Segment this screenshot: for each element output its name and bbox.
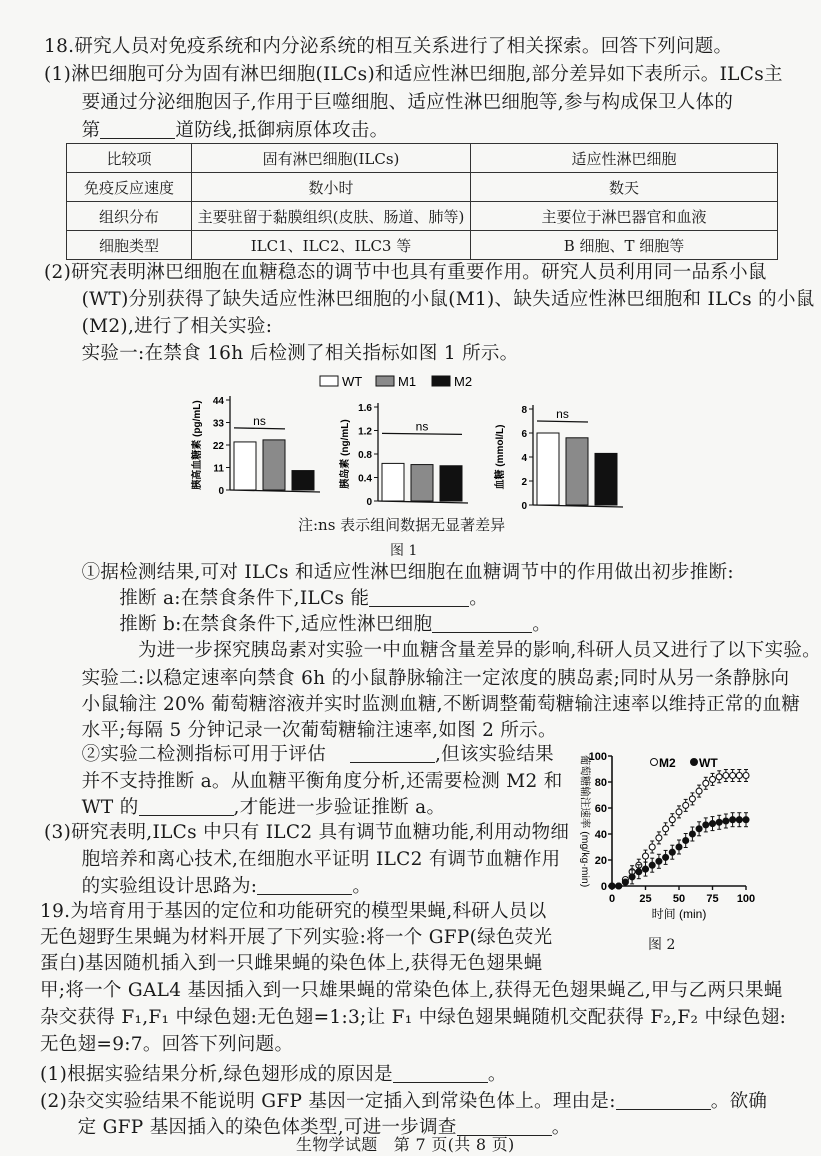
text-line: (1)淋巴细胞可分为固有淋巴细胞(ILCs)和适应性淋巴细胞,部分差异如下表所示。ILCs主 [44, 64, 783, 85]
legend-label-m1: M1 [398, 374, 417, 389]
data-point-wt [716, 819, 722, 825]
page-footer: 生物学试题 第 7 页(共 8 页) [296, 1135, 515, 1154]
figure-1-note: 注:ns 表示组间数据无显著差异 [298, 516, 506, 534]
data-point-m2 [669, 817, 675, 823]
text-line: ,但该实验结果 [350, 740, 554, 766]
table-header: 比较项 [67, 144, 192, 173]
text-line: (M2),进行了相关实验: [44, 316, 273, 337]
bar-m1 [566, 438, 588, 505]
y-tick-label: 11 [213, 463, 224, 475]
text-line: 无色翅=9:7。回答下列问题。 [40, 1034, 294, 1055]
text-line: 蛋白)基因随机插入到一只雌果蝇的染色体上,获得无色翅果蝇 [40, 953, 543, 974]
bar-wt [537, 433, 559, 505]
legend-swatch-m1 [376, 376, 394, 386]
ns-bracket [537, 421, 588, 422]
x-axis-label: 时间 (min) [651, 907, 707, 921]
data-point-wt [656, 858, 662, 864]
legend-label-wt: WT [699, 756, 718, 770]
text-line: 18.研究人员对免疫系统和内分泌系统的相互关系进行了相关探索。回答下列问题。 [44, 36, 733, 57]
answer-blank[interactable] [139, 797, 234, 817]
data-point-wt [723, 818, 729, 824]
bar-wt [234, 442, 256, 490]
data-point-m2 [656, 835, 662, 841]
text-line: 实验一:在禁食 16h 后检测了相关指标如图 1 所示。 [44, 343, 519, 364]
table-cell: B 细胞、T 细胞等 [471, 231, 778, 260]
table-row [67, 173, 778, 202]
table-header-row [67, 144, 778, 173]
figure-1-bar-charts [180, 370, 600, 520]
x-tick-label: 0 [608, 893, 616, 905]
data-point-wt [643, 866, 649, 872]
y-tick-label: 40 [594, 829, 607, 841]
data-point-m2 [743, 773, 749, 779]
ns-bracket [234, 428, 285, 429]
data-point-wt [696, 826, 702, 832]
data-point-m2 [683, 802, 689, 808]
answer-blank[interactable] [369, 588, 469, 608]
data-point-wt [636, 869, 642, 875]
text-line: 并不支持推断 a。从血糖平衡角度分析,还需要检测 M2 和 [44, 771, 563, 792]
y-tick-label: 0 [521, 501, 527, 512]
data-point-wt [629, 874, 635, 880]
ns-bracket [382, 433, 462, 434]
data-point-wt [622, 879, 628, 885]
text-line: 为进一步探究胰岛素对实验一中血糖含量差异的影响,科研人员又进行了以下实验。 [44, 640, 821, 661]
text-line: 第 道防线,抵御病原体攻击。 [44, 120, 389, 141]
x-tick-label: 100 [736, 893, 756, 905]
table-cell: ILC1、ILC2、ILC3 等 [192, 231, 471, 260]
data-point-wt [669, 849, 675, 855]
legend-marker-m2 [651, 759, 658, 766]
table-row [67, 202, 778, 231]
y-tick-label: 0.4 [358, 473, 372, 485]
answer-blank[interactable] [350, 744, 435, 764]
text-line: 实验二:以稳定速率向禁食 6h 的小鼠静脉输注一定浓度的胰岛素;同时从另一条静脉向 [44, 668, 790, 689]
legend-label-m2: M2 [659, 756, 676, 770]
bar-m2 [595, 453, 617, 505]
ns-label: ns [556, 407, 569, 421]
y-axis-label: 胰高血糖素 (pg/mL) [192, 400, 203, 490]
lymphocyte-comparison-table [66, 143, 778, 260]
y-axis-label: 葡萄糖输注速率 (mg/kg·min) [579, 754, 591, 888]
y-tick-label: 60 [594, 803, 607, 815]
legend-label-m2: M2 [454, 374, 473, 389]
y-tick-label: 0.8 [358, 450, 372, 461]
bar-m1 [263, 440, 285, 490]
text-line: WT 的 ,才能进一步验证推断 a。 [44, 797, 446, 818]
table-header: 固有淋巴细胞(ILCs) [192, 144, 471, 173]
answer-blank[interactable] [432, 614, 532, 634]
text-line: 小鼠输注 20% 葡萄糖溶液并实时监测血糖,不断调整葡萄糖输注速率以维持正常的血糖 [44, 694, 801, 715]
bar-m1 [411, 465, 433, 501]
y-tick-label: 100 [588, 751, 607, 763]
data-point-m2 [676, 809, 682, 815]
y-tick-label: 22 [212, 441, 224, 452]
data-point-m2 [723, 773, 729, 779]
data-point-m2 [663, 826, 669, 832]
data-point-wt [703, 822, 709, 828]
legend-marker-wt [691, 759, 698, 766]
text-line: 杂交获得 F₁,F₁ 中绿色翅:无色翅=1:3;让 F₁ 中绿色翅果蝇随机交配获得 F₂,F₂ 中绿色翅: [40, 1007, 787, 1028]
data-point-wt [736, 817, 742, 823]
table-cell: 免疫反应速度 [67, 173, 192, 202]
answer-blank[interactable] [393, 1064, 488, 1084]
table-cell: 主要位于淋巴器官和血液 [471, 202, 778, 231]
table-header: 适应性淋巴细胞 [471, 144, 778, 173]
data-point-wt [710, 821, 716, 827]
text-line: (2)杂交实验结果不能说明 GFP 基因一定插入到常染色体上。理由是: 。欲确 [40, 1091, 768, 1112]
text-line: 定 GFP 基因插入的染色体类型,可进一步调查 。 [40, 1117, 571, 1138]
figure-2-line-chart [570, 740, 790, 921]
data-point-m2 [703, 780, 709, 786]
table-cell: 细胞类型 [67, 231, 192, 260]
ns-label: ns [415, 419, 429, 434]
data-point-wt [676, 844, 682, 850]
data-point-m2 [730, 773, 736, 779]
data-point-m2 [716, 774, 722, 780]
text-line: 推断 b:在禁食条件下,适应性淋巴细胞 。 [44, 614, 552, 635]
text-line: ①据检测结果,可对 ILCs 和适应性淋巴细胞在血糖调节中的作用做出初步推断: [44, 562, 734, 583]
table-cell: 数小时 [192, 173, 471, 202]
text-line: 水平;每隔 5 分钟记录一次葡萄糖输注速率,如图 2 所示。 [44, 720, 557, 741]
x-tick-label: 50 [672, 893, 686, 905]
y-tick-label: 8 [521, 405, 527, 416]
y-tick-label: 2 [521, 477, 527, 488]
legend-swatch-m2 [432, 376, 450, 386]
text-line: (WT)分别获得了缺失适应性淋巴细胞的小鼠(M1)、缺失适应性淋巴细胞和 ILCs 的小鼠 [44, 289, 815, 310]
data-point-m2 [710, 776, 716, 782]
text-line: (2)研究表明淋巴细胞在血糖稳态的调节中也具有重要作用。研究人员利用同一品系小鼠 [44, 262, 767, 283]
table-cell: 数天 [471, 173, 778, 202]
data-point-m2 [689, 796, 695, 802]
data-point-m2 [649, 844, 655, 850]
data-point-m2 [643, 853, 649, 859]
y-tick-label: 0 [366, 497, 372, 508]
data-point-wt [683, 838, 689, 844]
data-point-wt [730, 817, 736, 823]
legend-swatch-wt [320, 376, 338, 386]
text-line: (3)研究表明,ILCs 中只有 ILC2 具有调节血糖功能,利用动物细 [44, 822, 570, 843]
ns-label: ns [253, 413, 266, 428]
data-point-wt [689, 831, 695, 837]
text-line: 胞培养和离心技术,在细胞水平证明 ILC2 有调节血糖作用 [44, 849, 561, 870]
legend-label-wt: WT [342, 374, 363, 389]
data-point-m2 [736, 773, 742, 779]
text-line: 19.为培育用于基因的定位和功能研究的模型果蝇,科研人员以 [40, 901, 547, 922]
y-tick-label: 0 [218, 486, 224, 497]
answer-blank[interactable] [257, 876, 352, 896]
answer-blank[interactable] [616, 1091, 711, 1111]
y-tick-label: 20 [594, 855, 607, 867]
table-cell: 组织分布 [67, 202, 192, 231]
bar-m2 [440, 466, 462, 501]
y-tick-label: 0 [600, 881, 607, 893]
figure-2-caption: 图 2 [648, 937, 676, 953]
y-tick-label: 44 [212, 396, 224, 407]
y-tick-label: 6 [521, 429, 527, 440]
text-line: 无色翅野生果蝇为材料开展了下列实验:将一个 GFP(绿色荧光 [40, 927, 553, 948]
text-line: 的实验组设计思路为: 。 [44, 876, 372, 897]
answer-blank[interactable] [100, 120, 175, 140]
figure-1-caption: 图 1 [390, 543, 418, 559]
table-cell: 主要驻留于黏膜组织(皮肤、肠道、肺等) [192, 202, 471, 231]
bar-wt [382, 463, 404, 501]
y-axis-label: 血糖 (mmol/L) [495, 424, 506, 490]
text-line: (1)根据实验结果分析,绿色翅形成的原因是 。 [40, 1064, 507, 1085]
x-tick-label: 25 [639, 893, 652, 905]
y-axis-label: 胰岛素 (ng/mL) [340, 419, 351, 489]
y-tick-label: 1.2 [358, 426, 372, 438]
text-line: 推断 a:在禁食条件下,ILCs 能 。 [44, 588, 489, 609]
text-line: 甲;将一个 GAL4 基因插入到一只雄果蝇的常染色体上,获得无色翅果蝇乙,甲与乙两只果蝇 [40, 980, 783, 1001]
y-tick-label: 80 [594, 777, 607, 789]
data-point-m2 [696, 788, 702, 794]
bar-m2 [292, 471, 314, 490]
y-tick-label: 1.6 [358, 403, 372, 414]
data-point-wt [743, 817, 749, 823]
table-row [67, 231, 778, 260]
data-point-wt [616, 883, 622, 889]
x-tick-label: 75 [706, 893, 719, 905]
text-line: 要通过分泌细胞因子,作用于巨噬细胞、适应性淋巴细胞等,参与构成保卫人体的 [44, 92, 734, 113]
y-tick-label: 4 [521, 453, 527, 464]
data-point-wt [609, 883, 615, 889]
y-tick-label: 33 [212, 418, 224, 430]
text-line: ②实验二检测指标可用于评估 [44, 744, 327, 765]
data-point-wt [663, 854, 669, 860]
data-point-wt [649, 862, 655, 868]
